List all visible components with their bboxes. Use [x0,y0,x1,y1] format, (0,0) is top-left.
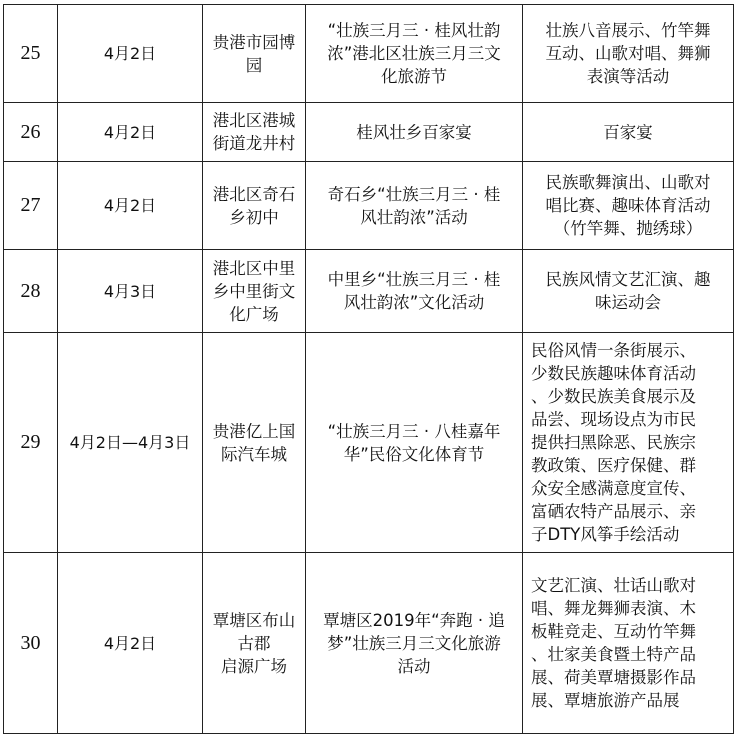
event-schedule-table [3,4,734,734]
event-location: 港北区港城 街道龙井村 [203,103,306,162]
table-row [4,5,734,103]
event-location: 贵港亿上国 际汽车城 [203,333,306,553]
row-number: 30 [4,553,58,734]
event-name: 覃塘区2019年“奔跑 · 追 梦”壮族三月三文化旅游 活动 [306,553,523,734]
row-number: 26 [4,103,58,162]
event-date: 4月2日 [58,5,203,103]
event-activities: 文艺汇演、壮话山歌对 唱、舞龙舞狮表演、木 板鞋竞走、互动竹竿舞 、壮家美食暨土特产品 展、荷美覃塘摄影作品 展、覃塘旅游产品展 [523,553,734,734]
event-location: 港北区中里 乡中里街文 化广场 [203,250,306,333]
event-date: 4月2日—4月3日 [58,333,203,553]
event-activities: 民族风情文艺汇演、趣 味运动会 [523,250,734,333]
event-location: 覃塘区布山 古郡 启源广场 [203,553,306,734]
table-row [4,333,734,553]
event-name: “壮族三月三 · 八桂嘉年 华”民俗文化体育节 [306,333,523,553]
event-date: 4月2日 [58,103,203,162]
event-date: 4月3日 [58,250,203,333]
event-date: 4月2日 [58,553,203,734]
table-row [4,103,734,162]
row-number: 25 [4,5,58,103]
row-number: 29 [4,333,58,553]
row-number: 27 [4,162,58,250]
row-number: 28 [4,250,58,333]
event-name: “壮族三月三 · 桂风壮韵 浓”港北区壮族三月三文 化旅游节 [306,5,523,103]
event-activities: 民俗风情一条街展示、 少数民族趣味体育活动 、少数民族美食展示及 品尝、现场设点为市民 提供扫黑除恶、民族宗 教政策、医疗保健、群 众安全感满意度宣传、 富硒农特产品展示、亲 子DTY风筝手绘活动 [523,333,734,553]
event-activities: 壮族八音展示、竹竿舞 互动、山歌对唱、舞狮 表演等活动 [523,5,734,103]
table-row [4,553,734,734]
event-name: 中里乡“壮族三月三 · 桂 风壮韵浓”文化活动 [306,250,523,333]
event-location: 港北区奇石 乡初中 [203,162,306,250]
event-date: 4月2日 [58,162,203,250]
event-name: 奇石乡“壮族三月三 · 桂 风壮韵浓”活动 [306,162,523,250]
event-location: 贵港市园博 园 [203,5,306,103]
event-activities: 民族歌舞演出、山歌对 唱比赛、趣味体育活动 （竹竿舞、抛绣球） [523,162,734,250]
table-row [4,250,734,333]
event-activities: 百家宴 [523,103,734,162]
table-row [4,162,734,250]
event-name: 桂风壮乡百家宴 [306,103,523,162]
